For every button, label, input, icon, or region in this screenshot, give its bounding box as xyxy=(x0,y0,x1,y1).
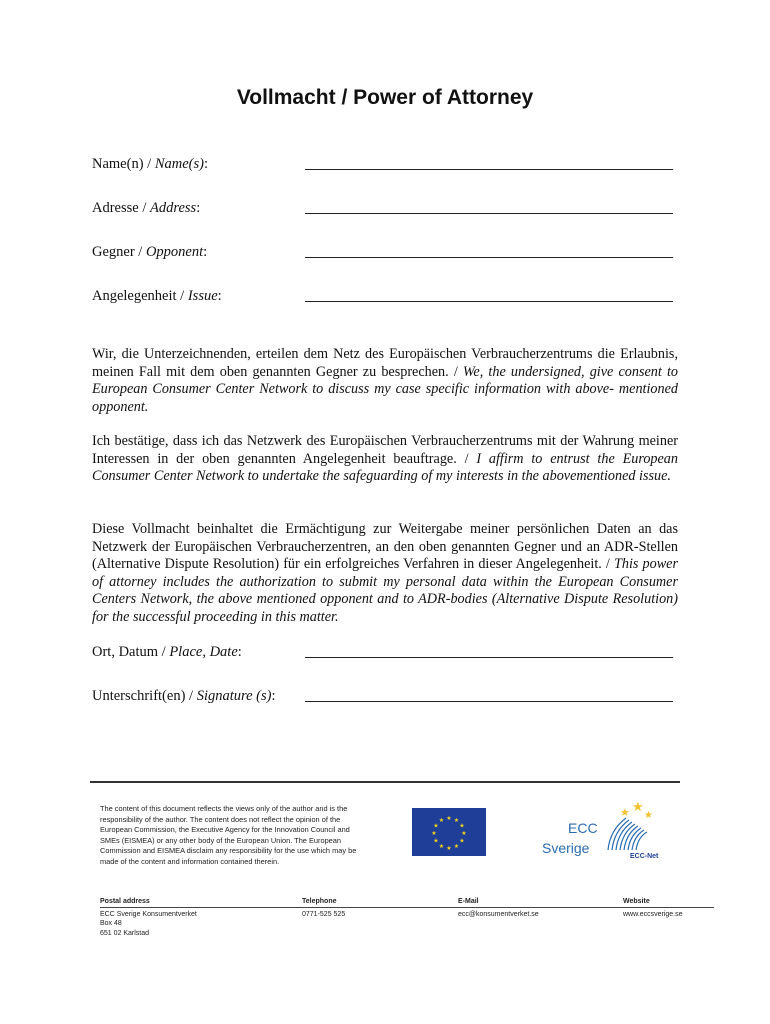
field-issue: Angelegenheit / Issue: xyxy=(92,288,222,304)
document-title: Vollmacht / Power of Attorney xyxy=(236,86,534,109)
affirmation-paragraph: Ich bestätige, dass ich das Netzwerk des Europäischen Verbraucherzentrums mit der Wahrung meiner Interessen in der oben genannten Angelegenheit beauftrage. / I affirm to entrust the European Consumer Center Network to undertake the safeguarding of my interests in the abovementioned issue. xyxy=(92,433,678,485)
authorization-paragraph: Diese Vollmacht beinhaltet die Ermächtigung zur Weitergabe meiner persönlichen Daten an das Netzwerk der Europäischen Verbraucherzentren, an den oben genannten Gegner und an ADR-Stellen (Alternative Dispute Resolution) für ein erfolgreiches Verfahren in dieser Angelegenheit. / This power of attorney includes the authorization to submit my personal data within the European Consumer Centers Network, the above mentioned opponent and to ADR-bodies (Alternative Dispute Resolution) for the successful proceeding in this matter. xyxy=(92,521,678,625)
svg-text:★: ★ xyxy=(446,815,452,822)
ecc-stars-icon xyxy=(620,800,653,821)
field-label-de: Gegner / xyxy=(92,244,146,260)
svg-text:★: ★ xyxy=(453,817,460,824)
section-divider xyxy=(90,781,680,783)
svg-text:★: ★ xyxy=(459,822,465,830)
issue-input-line[interactable] xyxy=(305,301,673,302)
field-signature: Unterschrift(en) / Signature (s): xyxy=(92,688,276,704)
svg-text:★: ★ xyxy=(459,837,465,845)
field-opponent: Gegner / Opponent: xyxy=(92,244,208,260)
svg-text:★: ★ xyxy=(461,830,467,837)
eu-disclaimer: The content of this document reflects the views only of the author and is the responsibility of the author. The content does not reflect the opinion of the European Commission, the Executive Agency for the Innovation Council and SMEs (EISMEA) or any other body of the European Union. The European Commission and EISMEA disclaim any responsibility for the use which may be made of the content and information contained therein. xyxy=(100,804,357,866)
svg-text:★: ★ xyxy=(433,837,439,845)
sverige-text: Sverige xyxy=(542,840,590,856)
eu-flag-logo xyxy=(412,808,486,856)
svg-text:★: ★ xyxy=(632,800,644,815)
field-address: Adresse / Address: xyxy=(92,200,201,216)
ecc-net-text: ECC-Net xyxy=(630,853,659,860)
names-input-line[interactable] xyxy=(305,169,673,170)
svg-text:★: ★ xyxy=(438,843,445,850)
svg-text:★: ★ xyxy=(433,822,439,830)
field-label-de: Angelegenheit / xyxy=(92,288,188,304)
field-label-en: Address xyxy=(150,200,197,216)
footer-website: Website www.eccsverige.se xyxy=(623,898,683,919)
svg-text:★: ★ xyxy=(620,806,630,819)
field-label-de: Adresse / xyxy=(92,200,150,216)
field-names: Name(n) / Name(s): xyxy=(92,156,208,172)
svg-text:★: ★ xyxy=(446,845,452,852)
field-label-de: Name(n) / xyxy=(92,156,155,172)
place-date-input-line[interactable] xyxy=(305,657,673,658)
website-link[interactable]: www.eccsverige.se xyxy=(623,911,683,919)
field-place-date: Ort, Datum / Place, Date: xyxy=(92,644,242,660)
address-input-line[interactable] xyxy=(305,213,673,214)
field-label-en: Opponent xyxy=(145,244,204,260)
field-label-en: Name(s) xyxy=(154,156,204,172)
field-label-en: Issue xyxy=(187,288,218,304)
email-link[interactable]: ecc@konsumentverket.se xyxy=(458,911,539,919)
footer-email: E-Mail ecc@konsumentverket.se xyxy=(458,898,539,919)
footer-telephone: Telephone 0771-525 525 xyxy=(302,898,346,919)
ecc-net-waves-icon xyxy=(608,818,647,850)
footer-postal-address: Postal address ECC Sverige Konsumentverket Box 48 651 02 Karlstad xyxy=(100,898,197,937)
ecc-text: ECC xyxy=(568,820,598,836)
opponent-input-line[interactable] xyxy=(305,257,673,258)
svg-text:★: ★ xyxy=(453,843,460,850)
ecc-sverige-logo xyxy=(538,800,664,860)
svg-text:★: ★ xyxy=(438,817,445,824)
signature-input-line[interactable] xyxy=(305,701,673,702)
svg-text:★: ★ xyxy=(431,830,437,837)
svg-text:★: ★ xyxy=(644,810,653,821)
consent-paragraph: Wir, die Unterzeichnenden, erteilen dem Netz des Europäischen Verbraucherzentrums die Erlaubnis, meinen Fall mit dem oben genannten Gegner zu besprechen. / We, the undersigned, give consent to European Consumer Center Network to discuss my case specific information with above- mentioned opponent. xyxy=(92,346,678,415)
